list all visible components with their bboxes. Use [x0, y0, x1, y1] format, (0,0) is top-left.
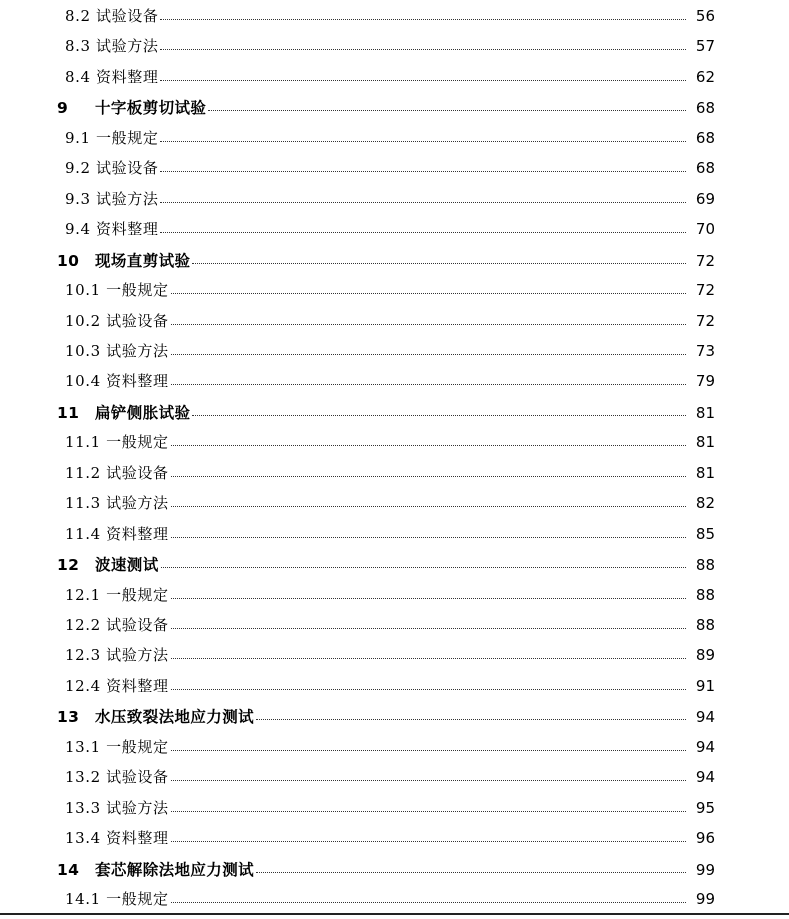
toc-section-entry[interactable] — [0, 584, 789, 604]
toc-dot-leader — [171, 444, 686, 446]
toc-chapter-number: 12 — [57, 556, 80, 575]
toc-dot-leader — [208, 109, 686, 111]
toc-page-number: 73 — [695, 341, 715, 360]
page-bottom-rule — [0, 913, 789, 915]
toc-dot-leader — [161, 566, 686, 568]
toc-dot-leader — [171, 688, 686, 690]
toc-section-label: 13.4 资料整理 — [65, 829, 169, 848]
toc-section-entry[interactable] — [0, 35, 789, 55]
toc-dot-leader — [171, 840, 686, 842]
toc-dot-leader — [192, 262, 686, 264]
toc-chapter-number: 13 — [57, 708, 80, 727]
toc-page-number: 96 — [695, 829, 715, 848]
toc-section-label: 8.2 试验设备 — [65, 7, 159, 25]
toc-section-label: 10.1 一般规定 — [65, 281, 169, 300]
toc-section-label: 9.3 试验方法 — [65, 189, 159, 208]
toc-chapter-number: 9 — [57, 99, 69, 118]
toc-section-label: 9.2 试验设备 — [65, 159, 159, 178]
toc-chapter-entry[interactable] — [0, 249, 789, 269]
toc-dot-leader — [171, 749, 686, 751]
toc-page-number: 68 — [695, 159, 715, 178]
toc-dot-leader — [171, 810, 686, 812]
toc-section-entry[interactable] — [0, 279, 789, 299]
toc-page-number: 81 — [695, 403, 715, 422]
toc-section-label: 10.4 资料整理 — [65, 372, 169, 391]
toc-dot-leader — [171, 475, 686, 477]
toc-section-entry[interactable] — [0, 431, 789, 451]
toc-section-label: 9.1 一般规定 — [65, 128, 159, 147]
toc-section-entry[interactable] — [0, 218, 789, 238]
toc-page-number: 72 — [695, 281, 715, 300]
toc-page-number: 82 — [695, 494, 715, 513]
toc-chapter-title: 现场直剪试验 — [95, 251, 191, 270]
toc-section-label: 11.2 试验设备 — [65, 463, 169, 482]
toc-chapter-number: 10 — [57, 251, 80, 270]
toc-page-number: 57 — [695, 37, 715, 56]
toc-section-entry[interactable] — [0, 736, 789, 756]
toc-dot-leader — [160, 231, 686, 233]
toc-section-entry[interactable] — [0, 188, 789, 208]
toc-section-label: 12.3 试验方法 — [65, 646, 169, 665]
toc-section-entry[interactable] — [0, 766, 789, 786]
toc-chapter-label — [0, 705, 254, 727]
toc-page-number: 94 — [695, 708, 715, 727]
toc-section-label: 12.2 试验设备 — [65, 616, 169, 634]
toc-chapter-entry[interactable] — [0, 858, 789, 878]
toc-dot-leader — [160, 201, 686, 203]
toc-section-label: 8.3 试验方法 — [65, 37, 159, 56]
toc-section-entry[interactable] — [0, 340, 789, 360]
toc-section-entry[interactable] — [0, 644, 789, 664]
toc-section-label: 11.1 一般规定 — [65, 433, 169, 452]
toc-section-entry[interactable] — [0, 5, 789, 25]
toc-dot-leader — [171, 536, 686, 538]
toc-dot-leader — [171, 505, 686, 507]
toc-section-label: 11.4 资料整理 — [65, 524, 169, 543]
toc-chapter-label — [0, 858, 254, 880]
toc-section-entry[interactable] — [0, 797, 789, 817]
toc-dot-leader — [192, 414, 686, 416]
toc-page-number: 69 — [695, 189, 715, 208]
toc-page-number: 99 — [695, 890, 715, 909]
toc-page-number: 88 — [695, 616, 715, 634]
toc-page-number: 56 — [695, 7, 715, 25]
toc-page-number: 85 — [695, 524, 715, 543]
toc-page-number: 81 — [695, 433, 715, 452]
toc-page-number: 70 — [695, 220, 715, 239]
toc-page-number: 94 — [695, 737, 715, 756]
toc-section-label: 13.2 试验设备 — [65, 768, 169, 787]
toc-section-entry[interactable] — [0, 827, 789, 847]
toc-section-entry[interactable] — [0, 675, 789, 695]
toc-chapter-title: 十字板剪切试验 — [95, 99, 207, 118]
toc-page-number: 88 — [695, 556, 715, 575]
toc-page-number: 88 — [695, 585, 715, 604]
toc-section-label: 14.1 一般规定 — [65, 890, 169, 909]
toc-chapter-title: 波速测试 — [95, 556, 159, 575]
toc-section-entry[interactable] — [0, 492, 789, 512]
toc-dot-leader — [171, 323, 686, 325]
toc-dot-leader — [160, 140, 686, 142]
toc-dot-leader — [171, 292, 686, 294]
toc-page-number: 68 — [695, 128, 715, 147]
toc-section-label: 9.4 资料整理 — [65, 220, 159, 239]
toc-chapter-title: 水压致裂法地应力测试 — [95, 708, 255, 727]
toc-dot-leader — [256, 718, 686, 720]
toc-dot-leader — [171, 383, 686, 385]
toc-dot-leader — [160, 170, 686, 172]
toc-dot-leader — [171, 779, 686, 781]
toc-page-number: 89 — [695, 646, 715, 665]
toc-page-number: 72 — [695, 311, 715, 330]
toc-section-entry[interactable] — [0, 310, 789, 330]
toc-chapter-label — [0, 96, 206, 118]
toc-section-label: 8.4 资料整理 — [65, 67, 159, 86]
toc-chapter-entry[interactable] — [0, 401, 789, 421]
toc-chapter-title: 套芯解除法地应力测试 — [95, 860, 255, 879]
toc-chapter-entry[interactable] — [0, 96, 789, 116]
toc-section-entry[interactable] — [0, 888, 789, 908]
toc-section-entry[interactable] — [0, 370, 789, 390]
toc-page-number: 72 — [695, 251, 715, 270]
toc-page-number: 91 — [695, 676, 715, 695]
toc-section-label: 11.3 试验方法 — [65, 494, 169, 513]
toc-dot-leader — [171, 597, 686, 599]
toc-section-label: 10.2 试验设备 — [65, 311, 169, 330]
toc-chapter-label — [0, 249, 190, 271]
toc-page-number: 94 — [695, 768, 715, 787]
toc-page-number: 62 — [695, 67, 715, 86]
toc-section-entry[interactable] — [0, 157, 789, 177]
toc-chapter-number: 14 — [57, 860, 80, 879]
toc-chapter-entry[interactable] — [0, 705, 789, 725]
toc-section-label: 13.3 试验方法 — [65, 798, 169, 817]
toc-page-number: 79 — [695, 372, 715, 391]
toc-chapter-label — [0, 553, 159, 575]
toc-dot-leader — [160, 48, 686, 50]
toc-dot-leader — [171, 657, 686, 659]
toc-dot-leader — [160, 18, 686, 20]
toc-dot-leader — [171, 901, 686, 903]
toc-section-label: 10.3 试验方法 — [65, 341, 169, 360]
toc-page-number: 95 — [695, 798, 715, 817]
toc-page-number: 81 — [695, 463, 715, 482]
toc-section-label: 12.4 资料整理 — [65, 676, 169, 695]
toc-chapter-entry[interactable] — [0, 553, 789, 573]
toc-section-entry[interactable] — [0, 66, 789, 86]
toc-page-number: 99 — [695, 860, 715, 879]
toc-section-label: 12.1 一般规定 — [65, 585, 169, 604]
toc-page-number: 68 — [695, 99, 715, 118]
toc-dot-leader — [160, 79, 686, 81]
toc-section-entry[interactable] — [0, 462, 789, 482]
toc-section-entry[interactable] — [0, 614, 789, 634]
toc-dot-leader — [171, 627, 686, 629]
toc-dot-leader — [171, 353, 686, 355]
toc-section-entry[interactable] — [0, 127, 789, 147]
toc-dot-leader — [256, 871, 686, 873]
toc-chapter-number: 11 — [57, 403, 80, 422]
toc-chapter-label — [0, 401, 190, 423]
toc-section-label: 13.1 一般规定 — [65, 737, 169, 756]
toc-section-entry[interactable] — [0, 523, 789, 543]
toc-chapter-title: 扁铲侧胀试验 — [95, 403, 191, 422]
